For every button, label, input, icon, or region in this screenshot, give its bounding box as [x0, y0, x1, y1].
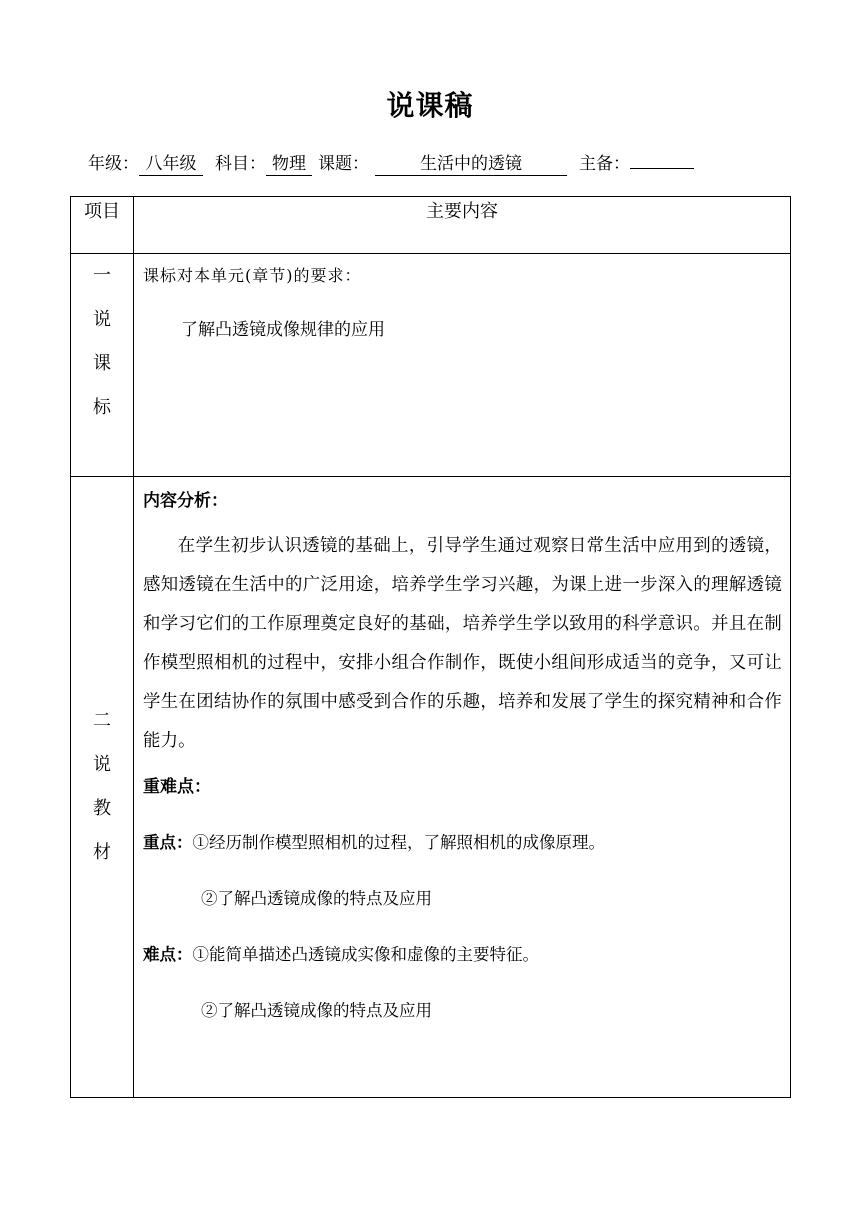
curriculum-heading: 课标对本单元(章节)的要求： [143, 266, 362, 285]
side-char: 二 [93, 710, 111, 731]
key-point-2: ②了解凸透镜成像的特点及应用 [201, 889, 432, 908]
topic-value: 生活中的透镜 [375, 153, 567, 176]
content-analysis-body: 在学生初步认识透镜的基础上，引导学生通过观察日常生活中应用到的透镜，感知透镜在生活中的广泛用途，培养学生学习兴趣，为课上进一步深入的理解透镜和学习它们的工作原理奠定良好的基础，培养学生学以致用的科学意识。并且在制作模型照相机的过程中，安排小组合作制作，既使小组间形成适当的竞争，又可让学生在团结协作的氛围中感受到合作的乐趣，培养和发展了学生的探究精神和合作能力。 [143, 536, 782, 751]
difficult-points-label: 难点： [143, 945, 193, 964]
header-content: 主要内容 [134, 197, 791, 254]
side-char: 说 [93, 754, 111, 775]
subject-label: 科目： [215, 154, 266, 174]
lesson-meta-row [88, 150, 788, 178]
header-item: 项目 [71, 197, 134, 254]
page-title: 说课稿 [386, 89, 474, 122]
lesson-table [70, 196, 791, 1098]
key-points-label: 重点： [143, 833, 193, 852]
difficult-point-1 [143, 941, 782, 969]
lead-label: 主备： [579, 154, 630, 174]
difficult-point-text: ①能简单描述凸透镜成实像和虚像的主要特征。 [192, 945, 539, 964]
curriculum-body: 了解凸透镜成像规律的应用 [181, 320, 385, 340]
difficult-point-2: ②了解凸透镜成像的特点及应用 [201, 1001, 432, 1020]
grade-label: 年级： [88, 154, 139, 174]
content-analysis-heading: 内容分析： [143, 491, 228, 511]
table-header-row [71, 197, 791, 254]
side-label-textbook [71, 477, 134, 1098]
grade-value: 八年级 [139, 153, 203, 176]
key-point-1 [143, 829, 782, 857]
side-char: 一 [93, 265, 111, 286]
content-curriculum [134, 254, 791, 477]
content-textbook [134, 477, 791, 1098]
key-difficult-heading: 重难点： [143, 777, 211, 797]
lead-value [630, 168, 694, 169]
side-char: 标 [93, 397, 111, 418]
table-row-curriculum [71, 254, 791, 477]
key-point-text: ①经历制作模型照相机的过程，了解照相机的成像原理。 [192, 833, 605, 852]
subject-value: 物理 [266, 153, 312, 176]
table-row-textbook [71, 477, 791, 1098]
side-char: 课 [93, 353, 111, 374]
side-label-curriculum [71, 254, 134, 477]
topic-label: 课题： [318, 154, 369, 174]
side-char: 说 [93, 309, 111, 330]
side-char: 教 [93, 798, 111, 819]
side-char: 材 [93, 842, 111, 863]
